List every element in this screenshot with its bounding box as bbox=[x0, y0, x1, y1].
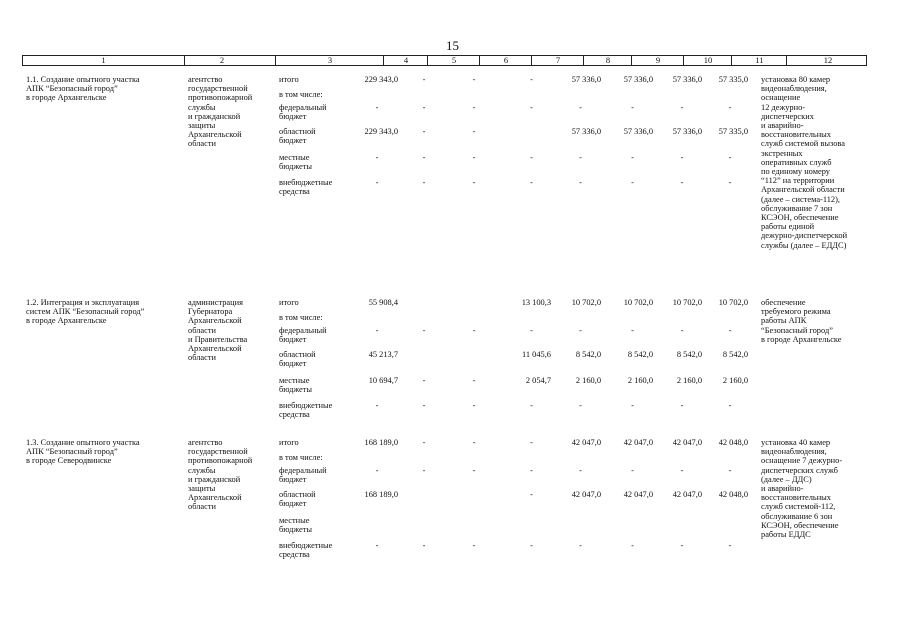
cell-c11: - bbox=[728, 401, 732, 410]
row-label: местные бюджеты bbox=[279, 376, 313, 395]
cell-c8: 10 702,0 bbox=[571, 298, 601, 307]
cell-c10: 57 336,0 bbox=[672, 127, 702, 136]
cell-c11: - bbox=[728, 103, 732, 112]
cell-c9: - bbox=[631, 541, 634, 550]
cell-c10: 2 160,0 bbox=[676, 376, 702, 385]
column-header-9: 9 bbox=[631, 56, 684, 65]
row-label: внебюджетные средства bbox=[279, 401, 333, 420]
cell-c11: 42 048,0 bbox=[718, 438, 748, 447]
column-header-10: 10 bbox=[683, 56, 732, 65]
cell-c10: 10 702,0 bbox=[672, 298, 702, 307]
cell-c11: - bbox=[728, 466, 732, 475]
cell-c8: - bbox=[579, 541, 582, 550]
cell-c11: - bbox=[728, 178, 732, 187]
row-label: итого bbox=[279, 298, 299, 307]
row-label: в том числе: bbox=[279, 90, 323, 99]
row-label: внебюджетные средства bbox=[279, 178, 333, 197]
cell-c10: - bbox=[680, 326, 684, 335]
cell-c9: 42 047,0 bbox=[623, 490, 653, 499]
cell-c11: 8 542,0 bbox=[722, 350, 748, 359]
cell-c7: - bbox=[530, 75, 533, 84]
cell-c11: 42 048,0 bbox=[718, 490, 748, 499]
cell-c5: - bbox=[422, 75, 426, 84]
cell-c10: 42 047,0 bbox=[672, 438, 702, 447]
cell-c9: - bbox=[631, 103, 634, 112]
cell-c10: - bbox=[680, 103, 684, 112]
column-header-5: 5 bbox=[427, 56, 480, 65]
cell-c6: - bbox=[472, 401, 476, 410]
cell-c8: - bbox=[579, 103, 582, 112]
cell-c6: - bbox=[472, 438, 476, 447]
cell-c8: - bbox=[579, 178, 582, 187]
column-header-8: 8 bbox=[583, 56, 632, 65]
column-header-7: 7 bbox=[531, 56, 584, 65]
cell-c10: - bbox=[680, 401, 684, 410]
row-label: в том числе: bbox=[279, 453, 323, 462]
column-header-4: 4 bbox=[383, 56, 428, 65]
cell-c10: - bbox=[680, 153, 684, 162]
cell-c9: 42 047,0 bbox=[623, 438, 653, 447]
row-label: итого bbox=[279, 75, 299, 84]
column-header-3: 3 bbox=[275, 56, 384, 65]
cell-c6: - bbox=[472, 376, 476, 385]
cell-c6: - bbox=[472, 75, 476, 84]
row-label: местные бюджеты bbox=[279, 153, 313, 172]
row-label: итого bbox=[279, 438, 299, 447]
cell-c10: 8 542,0 bbox=[676, 350, 702, 359]
page-number: 15 bbox=[446, 38, 459, 53]
section-result: обеспечение требуемого режима работы АПК “Безопасный город” в городе Архангельске bbox=[761, 298, 842, 344]
row-label: областной бюджет bbox=[279, 350, 316, 369]
cell-c6: - bbox=[472, 178, 476, 187]
column-header-11: 11 bbox=[731, 56, 787, 65]
cell-c8: - bbox=[579, 326, 582, 335]
cell-c7: - bbox=[530, 490, 533, 499]
cell-c6: - bbox=[472, 466, 476, 475]
cell-c6: - bbox=[472, 541, 476, 550]
cell-c10: 42 047,0 bbox=[672, 490, 702, 499]
cell-c4: 55 908,4 bbox=[368, 298, 398, 307]
cell-c11: 2 160,0 bbox=[722, 376, 748, 385]
cell-c11: - bbox=[728, 326, 732, 335]
cell-c4: 229 343,0 bbox=[364, 75, 398, 84]
section-title: 1.3. Создание опытного участка АПК “Безопасный город” в городе Северодвинске bbox=[26, 438, 140, 466]
cell-c8: 57 336,0 bbox=[571, 127, 601, 136]
cell-c7: 11 045,6 bbox=[521, 350, 551, 359]
cell-c5: - bbox=[422, 401, 426, 410]
cell-c11: - bbox=[728, 541, 732, 550]
cell-c8: - bbox=[579, 153, 582, 162]
cell-c10: 57 336,0 bbox=[672, 75, 702, 84]
cell-c8: - bbox=[579, 401, 582, 410]
section-result: установка 40 камер видеонаблюдения, оснащение 7 дежурно- диспетчерских служб (далее – ДДС) и аварийно- восстановительных служб системой-112, обслуживание 6 зон КСЭОН, обеспечение работы ЕДДС bbox=[761, 438, 843, 540]
cell-c5: - bbox=[422, 438, 426, 447]
cell-c9: 10 702,0 bbox=[623, 298, 653, 307]
cell-c7: - bbox=[530, 401, 533, 410]
row-label: местные бюджеты bbox=[279, 516, 313, 535]
cell-c11: - bbox=[728, 153, 732, 162]
cell-c7: - bbox=[530, 326, 533, 335]
cell-c5: - bbox=[422, 153, 426, 162]
cell-c4: 45 213,7 bbox=[368, 350, 398, 359]
cell-c9: 57 336,0 bbox=[623, 75, 653, 84]
cell-c7: - bbox=[530, 153, 533, 162]
cell-c5: - bbox=[422, 103, 426, 112]
cell-c6: - bbox=[472, 103, 476, 112]
cell-c4: - bbox=[375, 466, 379, 475]
row-label: федеральный бюджет bbox=[279, 326, 327, 345]
cell-c10: - bbox=[680, 466, 684, 475]
table-header-row bbox=[22, 55, 867, 66]
cell-c8: - bbox=[579, 466, 582, 475]
cell-c5: - bbox=[422, 541, 426, 550]
cell-c7: 2 054,7 bbox=[525, 376, 551, 385]
cell-c9: - bbox=[631, 178, 634, 187]
section-executor: агентство государственной противопожарной службы и гражданской защиты Архангельской области bbox=[188, 438, 253, 512]
row-label: в том числе: bbox=[279, 313, 323, 322]
cell-c9: - bbox=[631, 401, 634, 410]
cell-c5: - bbox=[422, 127, 426, 136]
cell-c7: 13 100,3 bbox=[521, 298, 551, 307]
cell-c4: 10 694,7 bbox=[368, 376, 398, 385]
cell-c9: 2 160,0 bbox=[627, 376, 653, 385]
cell-c7: - bbox=[530, 178, 533, 187]
section-title: 1.1. Создание опытного участка АПК “Безопасный город” в городе Архангельске bbox=[26, 75, 140, 103]
cell-c8: 42 047,0 bbox=[571, 438, 601, 447]
row-label: федеральный бюджет bbox=[279, 466, 327, 485]
cell-c4: - bbox=[375, 541, 379, 550]
cell-c4: - bbox=[375, 178, 379, 187]
row-label: областной бюджет bbox=[279, 127, 316, 146]
cell-c10: - bbox=[680, 178, 684, 187]
cell-c10: - bbox=[680, 541, 684, 550]
column-header-1: 1 bbox=[101, 55, 106, 65]
cell-c9: - bbox=[631, 466, 634, 475]
cell-c7: - bbox=[530, 438, 533, 447]
cell-c5: - bbox=[422, 376, 426, 385]
cell-c11: 57 335,0 bbox=[718, 75, 748, 84]
cell-c9: 57 336,0 bbox=[623, 127, 653, 136]
cell-c4: 168 189,0 bbox=[364, 490, 398, 499]
cell-c4: - bbox=[375, 401, 379, 410]
cell-c6: - bbox=[472, 153, 476, 162]
cell-c8: 8 542,0 bbox=[575, 350, 601, 359]
cell-c5: - bbox=[422, 326, 426, 335]
cell-c9: - bbox=[631, 326, 634, 335]
section-result: установка 80 камер видеонаблюдения, оснащение 12 дежурно- диспетчерских и аварийно- восстановительных служб системой вызова экстренных оперативных служб по единому номеру “112” на территории Архангельской области (далее – система-112), обслуживание 7 зон КСЭОН, обеспечение работы единой дежурно-диспетчерской службы (далее – ЕДДС) bbox=[761, 75, 848, 250]
cell-c6: - bbox=[472, 326, 476, 335]
section-executor: администрация Губернатора Архангельской области и Правительства Архангельской области bbox=[188, 298, 248, 363]
section-executor: агентство государственной противопожарной службы и гражданской защиты Архангельской области bbox=[188, 75, 253, 149]
cell-c4: - bbox=[375, 103, 379, 112]
cell-c9: - bbox=[631, 153, 634, 162]
cell-c4: 168 189,0 bbox=[364, 438, 398, 447]
cell-c8: 2 160,0 bbox=[575, 376, 601, 385]
column-header-6: 6 bbox=[479, 56, 532, 65]
row-label: федеральный бюджет bbox=[279, 103, 327, 122]
cell-c8: 42 047,0 bbox=[571, 490, 601, 499]
row-label: внебюджетные средства bbox=[279, 541, 333, 560]
cell-c7: - bbox=[530, 103, 533, 112]
cell-c7: - bbox=[530, 541, 533, 550]
cell-c6: - bbox=[472, 127, 476, 136]
cell-c5: - bbox=[422, 466, 426, 475]
cell-c7: - bbox=[530, 466, 533, 475]
cell-c4: - bbox=[375, 153, 379, 162]
cell-c8: 57 336,0 bbox=[571, 75, 601, 84]
cell-c9: 8 542,0 bbox=[627, 350, 653, 359]
cell-c5: - bbox=[422, 178, 426, 187]
cell-c11: 57 335,0 bbox=[718, 127, 748, 136]
cell-c11: 10 702,0 bbox=[718, 298, 748, 307]
cell-c4: 229 343,0 bbox=[364, 127, 398, 136]
column-header-12: 12 bbox=[786, 56, 869, 65]
column-header-2: 2 bbox=[184, 56, 259, 65]
cell-c4: - bbox=[375, 326, 379, 335]
section-title: 1.2. Интеграция и эксплуатация систем АПК “Безопасный город” в городе Архангельске bbox=[26, 298, 145, 326]
row-label: областной бюджет bbox=[279, 490, 316, 509]
